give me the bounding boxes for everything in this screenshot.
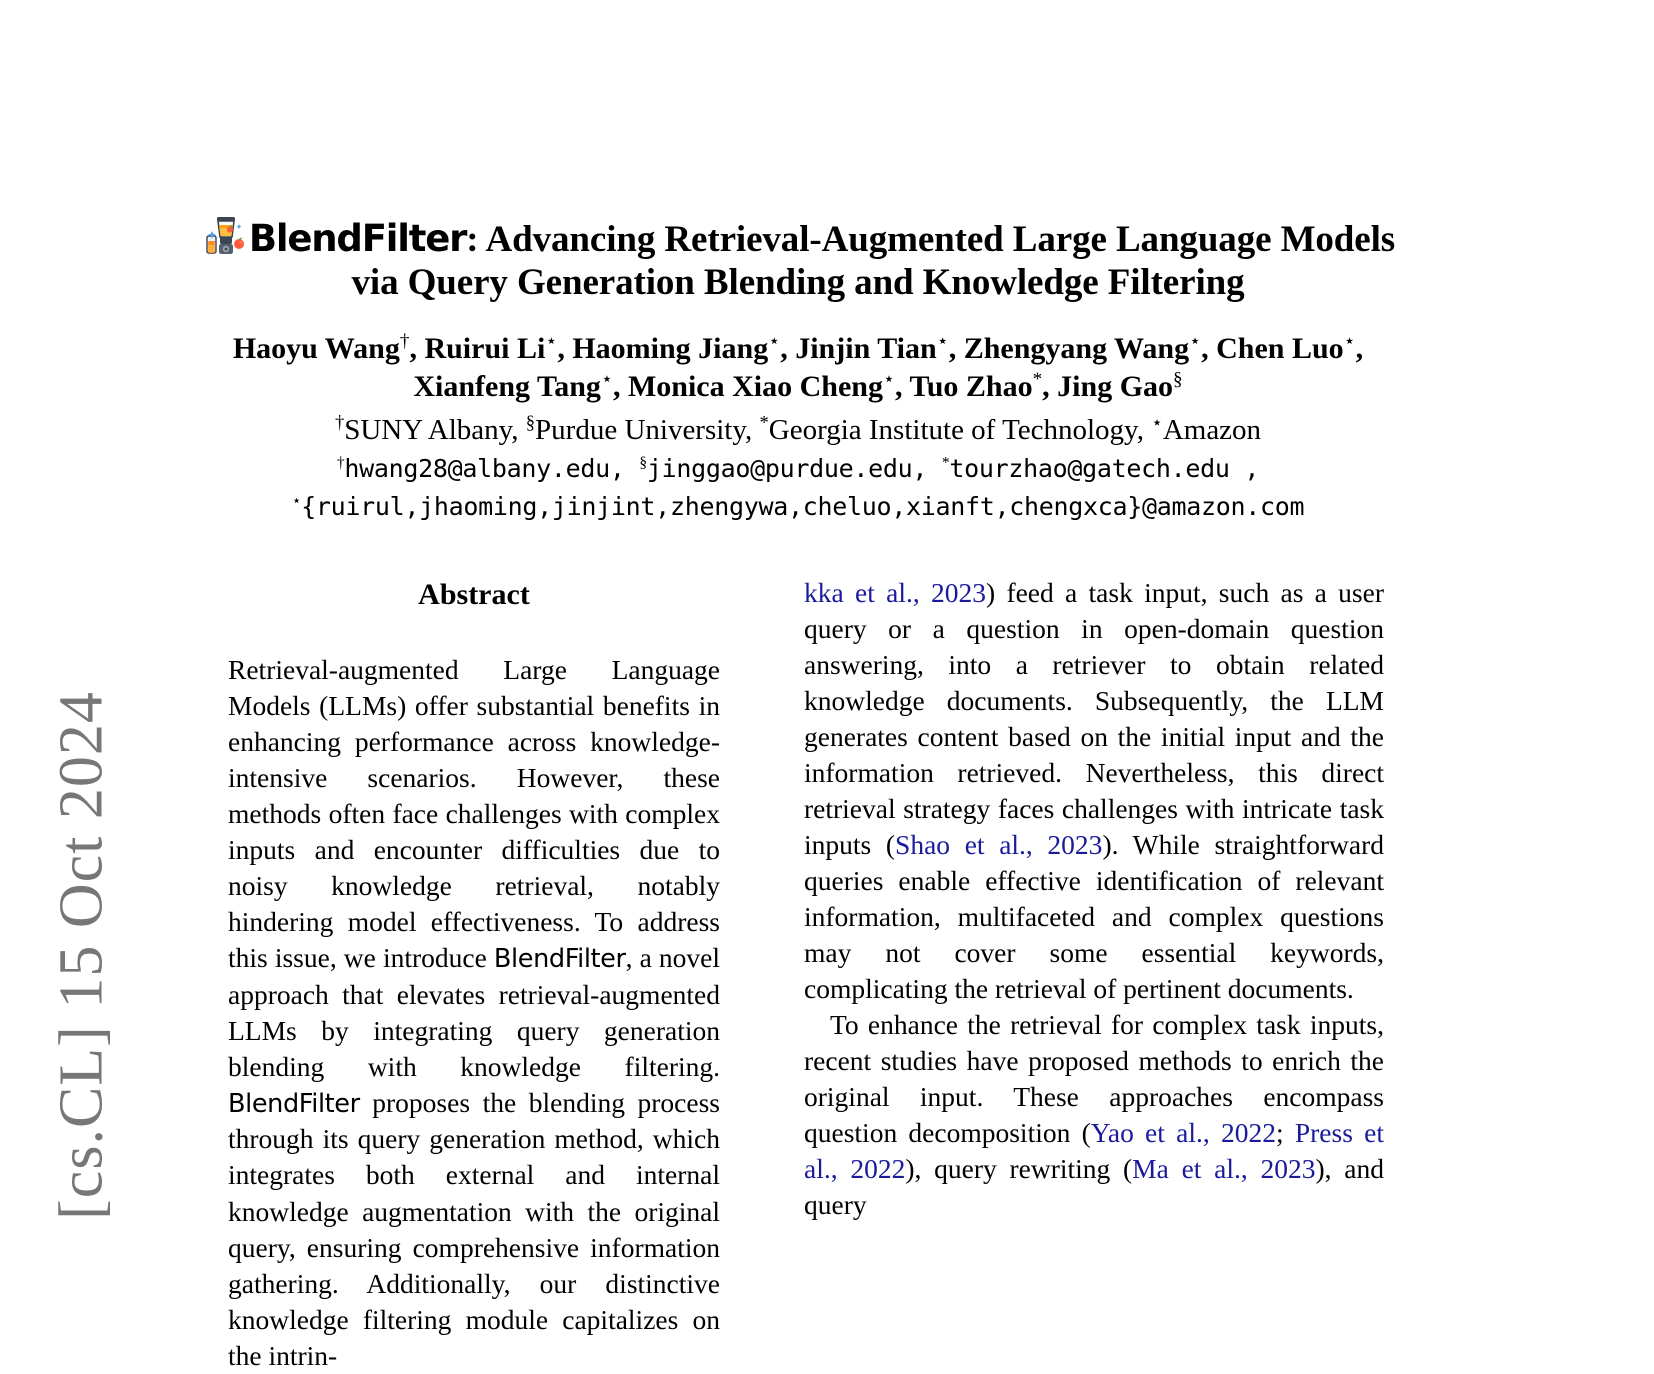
author-line-2: Xianfeng Tang⋆, Monica Xiao Cheng⋆, Tuo Zhao*, Jing Gao§: [413, 369, 1183, 404]
email-mark: §: [639, 454, 647, 472]
intro-paragraph-2: [804, 1007, 1384, 1223]
author-mark: ⋆: [1189, 331, 1202, 352]
abstract-column: [228, 575, 720, 1374]
affiliation-mark: *: [759, 412, 769, 434]
author-line-1: Haoyu Wang†, Ruirui Li⋆, Haoming Jiang⋆, Jinjin Tian⋆, Zhengyang Wang⋆, Chen Luo⋆,: [232, 331, 1364, 365]
author-name: Jing Gao: [1057, 370, 1174, 404]
email-address[interactable]: {ruirul,jhaoming,jinjint,zhengywa,cheluo,xianft,chengxca}@amazon.com: [301, 491, 1305, 521]
author-name: Ruirui Li: [424, 332, 546, 365]
author-list: [178, 330, 1418, 407]
author-name: Jinjin Tian: [795, 332, 937, 365]
title-line-2: via Query Generation Blending and Knowledge Filtering: [351, 261, 1245, 303]
citation-separator: ;: [1275, 1117, 1295, 1149]
affiliation-name: SUNY Albany: [344, 414, 512, 446]
affiliation-name: Georgia Institute of Technology: [768, 414, 1137, 446]
introduction-column: [804, 575, 1384, 1223]
email-address[interactable]: tourzhao@gatech.edu: [949, 454, 1230, 483]
author-mark: ⋆: [1343, 331, 1356, 352]
citation-link[interactable]: Press et al., 2022: [804, 1117, 1384, 1185]
author-mark: ⋆: [600, 369, 613, 391]
email-list: [178, 450, 1418, 525]
citation-link[interactable]: Yao et al., 2022: [1090, 1117, 1276, 1149]
title-brand: BlendFilter: [248, 217, 467, 260]
author-name: Haoyu Wang: [232, 332, 400, 365]
intro-text-a: ) feed a task input, such as a user query or a question in open-domain question answering, into a retriever to obtain related knowledge documents. Subsequently, the LLM generates content based on the initial input and the information retrieved. Nevertheless, this direct retrieval strategy faces challenges with intricate task inputs (: [804, 577, 1384, 861]
author-mark: ⋆: [545, 331, 558, 352]
email-mark: *: [941, 454, 950, 472]
affiliation-name: Amazon: [1162, 414, 1262, 446]
blender-icon: [201, 212, 249, 260]
email-line-2: [178, 488, 1418, 526]
email-line-1: †hwang28@albany.edu, §jinggao@purdue.edu, *tourzhao@gatech.edu ,: [336, 454, 1260, 483]
author-mark: *: [1032, 369, 1043, 391]
abstract-text-b: , a novel approach that elevates retrieval-augmented LLMs by integrating query generation blending with knowledge filtering.: [228, 942, 720, 1082]
citation-link[interactable]: Shao et al., 2023: [895, 829, 1103, 861]
affiliation-mark: †: [334, 412, 345, 434]
email-address[interactable]: hwang28@albany.edu: [344, 454, 610, 483]
affiliation-mark: §: [525, 412, 536, 434]
affiliation-mark: ⋆: [1151, 412, 1163, 434]
title-line-1: [178, 212, 1418, 262]
intro-text-b: ). While straightforward queries enable effective identification of relevant information, multifaceted and complex questions may not cover some essential keywords, complicating the retrieval of pertinent documents.: [804, 829, 1384, 1005]
abstract-brand-2: BlendFilter: [228, 1088, 360, 1119]
author-mark: ⋆: [882, 369, 895, 391]
citation-link[interactable]: kka et al., 2023: [804, 577, 986, 608]
intro-text-c: To enhance the retrieval for complex task inputs, recent studies have proposed methods to enrich the original input. These approaches encompass question decomposition (: [804, 1009, 1384, 1149]
email-mark: †: [336, 454, 345, 472]
author-name: Tuo Zhao: [909, 370, 1033, 404]
intro-paragraph-1: [804, 575, 1384, 1007]
author-name: Chen Luo: [1216, 332, 1344, 365]
author-mark: §: [1173, 369, 1183, 391]
affiliation-list: †SUNY Albany, §Purdue University, *Georgia Institute of Technology, ⋆Amazon: [334, 412, 1262, 446]
abstract-text-a: Retrieval-augmented Large Language Models (LLMs) offer substantial benefits in enhancing performance across knowledge-intensive scenarios. However, these methods often face challenges with complex inputs and encounter difficulties due to noisy knowledge retrieval, notably hindering model effectiveness. To address this issue, we introduce: [228, 654, 720, 974]
abstract-brand-1: BlendFilter: [493, 944, 626, 975]
intro-text-d: ), query rewriting (: [905, 1153, 1133, 1185]
author-name: Monica Xiao Cheng: [627, 370, 883, 404]
abstract-heading: Abstract: [418, 578, 530, 611]
author-name: Haoming Jiang: [572, 332, 769, 365]
intro-text-e: ), and query: [804, 1153, 1384, 1221]
arxiv-stamp: [cs.CL] 15 Oct 2024: [47, 691, 116, 1220]
author-mark: †: [399, 331, 410, 352]
affiliation-name: Purdue University: [535, 414, 745, 446]
abstract-paragraph: [228, 652, 720, 1373]
author-mark: ⋆: [768, 331, 781, 352]
title-line-1-rest: : Advancing Retrieval-Augmented Large Language Models: [466, 219, 1396, 260]
citation-link[interactable]: Ma et al., 2023: [1132, 1153, 1316, 1185]
email-address[interactable]: jinggao@purdue.edu: [646, 454, 913, 483]
paper-title: [178, 212, 1418, 305]
author-name: Xianfeng Tang: [413, 370, 601, 404]
abstract-text-c: proposes the blending process through its query generation method, which integrates both external and internal knowledge augmentation with the original query, ensuring comprehensive information gathering. Additionally, our distinctive knowledge filtering module capitalizes on the intrin-: [228, 1086, 720, 1371]
email-mark: ⋆: [291, 492, 302, 510]
author-mark: ⋆: [936, 331, 949, 352]
author-name: Zhengyang Wang: [963, 332, 1190, 365]
